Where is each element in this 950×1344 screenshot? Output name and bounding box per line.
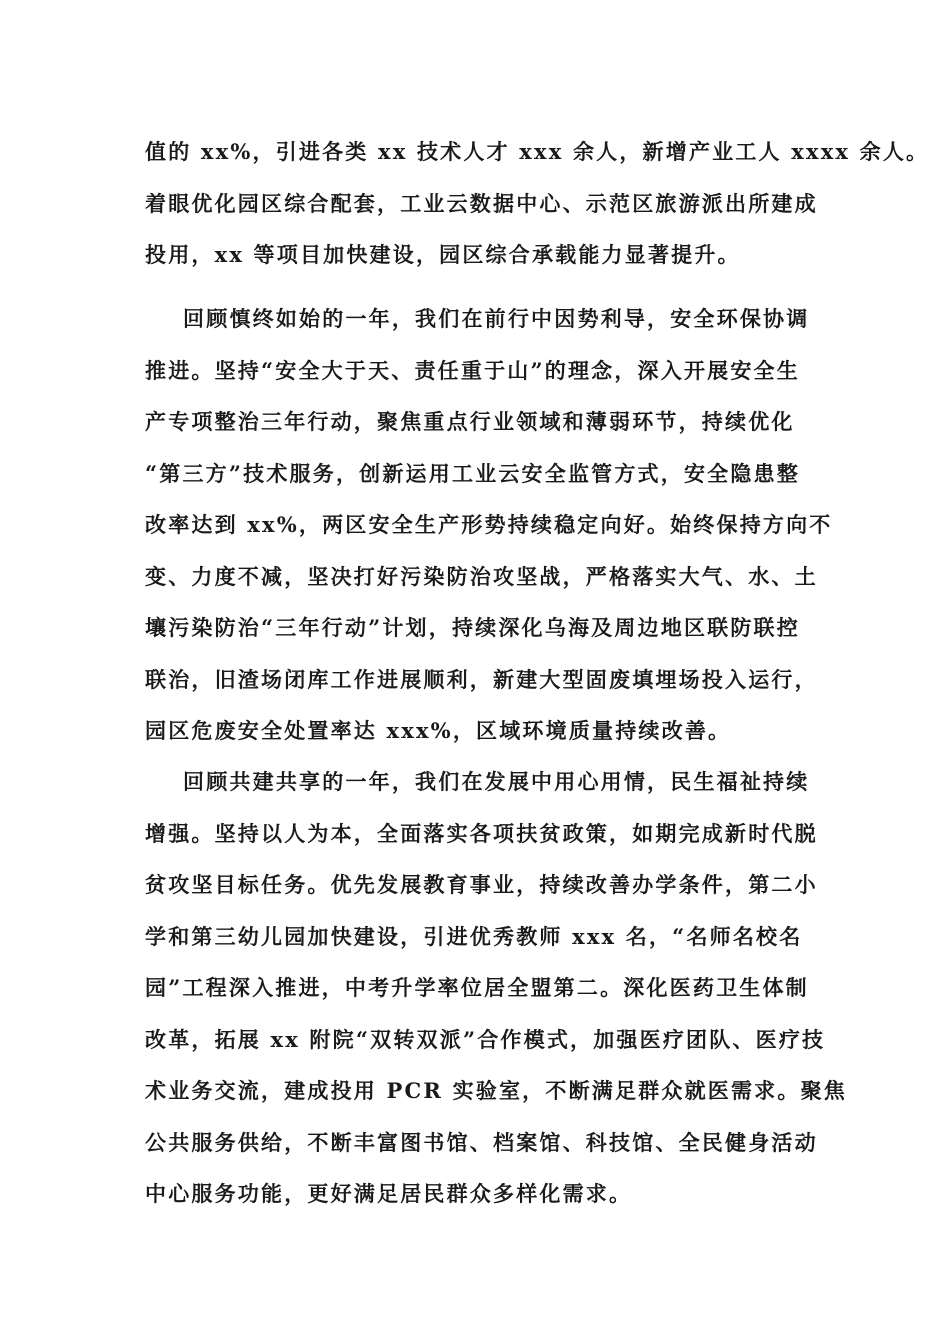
paragraph-industry-talent — [145, 126, 930, 281]
text-line: 术业务交流，建成投用 PCR 实验室，不断满足群众就医需求。聚焦 — [145, 1078, 847, 1103]
text-line: 产专项整治三年行动，聚焦重点行业领域和薄弱环节，持续优化 — [145, 409, 795, 434]
paragraph-safety-environment — [145, 293, 833, 757]
text-line: 联治，旧渣场闭库工作进展顺利，新建大型固废填埋场投入运行， — [145, 666, 818, 692]
text-line: 改革，拓展 xx 附院“双转双派”合作模式，加强医疗团队、医疗技 — [145, 1026, 826, 1052]
text-line: 着眼优化园区综合配套，工业云数据中心、示范区旅游派出所建成 — [145, 190, 818, 216]
text-line: 增强。坚持以人为本，全面落实各项扶贫政策，如期完成新时代脱 — [145, 820, 818, 846]
text-line: 推进。坚持“安全大于天、责任重于山”的理念，深入开展安全生 — [145, 357, 800, 383]
paragraph-public-welfare — [145, 756, 847, 1220]
text-line: 园”工程深入推进，中考升学率位居全盟第二。深化医药卫生体制 — [145, 975, 809, 1000]
text-line: 回顾慎终如始的一年，我们在前行中因势利导，安全环保协调 — [145, 306, 810, 331]
text-line: 学和第三幼儿园加快建设，引进优秀教师 xxx 名，“名师名校名 — [145, 923, 803, 949]
text-line: 公共服务供给，不断丰富图书馆、档案馆、科技馆、全民健身活动 — [145, 1129, 818, 1155]
text-line: 壤污染防治“三年行动”计划，持续深化乌海及周边地区联防联控 — [145, 615, 800, 640]
text-line: 投用，xx 等项目加快建设，园区综合承载能力显著提升。 — [145, 242, 741, 267]
text-line: 值的 xx%，引进各类 xx 技术人才 xxx 余人，新增产业工人 xxxx 余人。 — [145, 139, 930, 164]
text-line: 变、力度不减，坚决打好污染防治攻坚战，严格落实大气、水、土 — [145, 563, 818, 589]
text-line: 贫攻坚目标任务。优先发展教育事业，持续改善办学条件，第二小 — [145, 872, 818, 897]
text-line: “第三方”技术服务，创新运用工业云安全监管方式，安全隐患整 — [145, 460, 800, 486]
text-line: 园区危废安全处置率达 xxx%，区域环境质量持续改善。 — [145, 718, 732, 743]
text-line: 回顾共建共享的一年，我们在发展中用心用情，民生福祉持续 — [145, 769, 810, 794]
text-line: 改率达到 xx%，两区安全生产形势持续稳定向好。始终保持方向不 — [145, 512, 833, 537]
text-line: 中心服务功能，更好满足居民群众多样化需求。 — [145, 1181, 633, 1206]
